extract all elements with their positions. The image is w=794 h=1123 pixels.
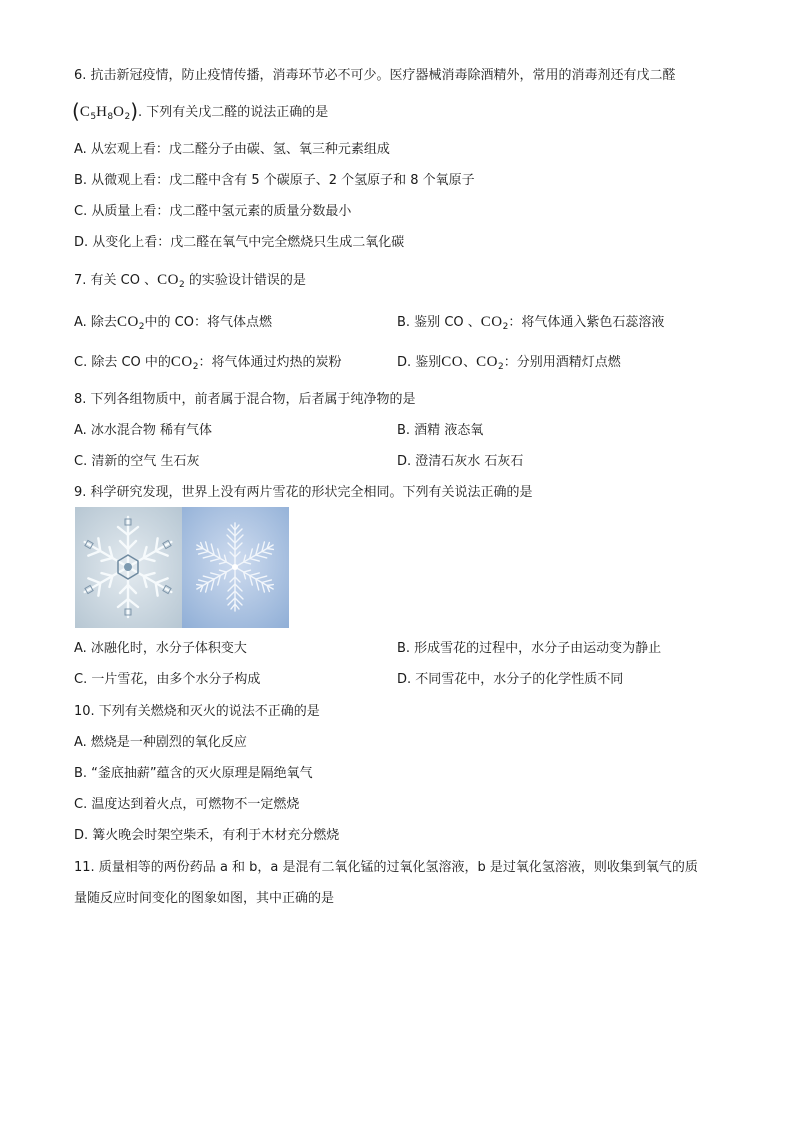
- q8-option-c: C. 清新的空气 生石灰: [74, 454, 200, 469]
- q7-d-co: CO: [441, 354, 464, 370]
- q7-stem-co2-sub: 2: [178, 280, 185, 290]
- formula-c: C: [79, 104, 91, 120]
- q11-stem-line1: 11. 质量相等的两份药品 a 和 b，a 是混有二氧化锰的过氧化氢溶液，b 是过氧化氢溶液，则收集到氧气的质: [74, 860, 698, 875]
- q6-stem-line2-tail: . 下列有关戊二醛的说法正确的是: [138, 105, 329, 120]
- q9-stem: 9. 科学研究发现，世界上没有两片雪花的形状完全相同。下列有关说法正确的是: [74, 485, 533, 500]
- q7-d-post: ：分别用酒精灯点燃: [503, 355, 621, 370]
- q7-stem: [74, 272, 306, 293]
- q7-a-pre: A. 除去: [74, 315, 117, 330]
- q10-option-c: C. 温度达到着火点，可燃物不一定燃烧: [74, 797, 300, 812]
- q7-stem-post: 的实验设计错误的是: [184, 273, 306, 288]
- q8-option-d: D. 澄清石灰水 石灰石: [397, 454, 524, 469]
- snowflake-photo-right: [182, 507, 289, 628]
- q7-option-c: [74, 354, 342, 375]
- q9-option-a: A. 冰融化时，水分子体积变大: [74, 641, 247, 656]
- formula-h: H: [96, 104, 108, 120]
- q7-c-pre: C. 除去 CO 中的: [74, 355, 171, 370]
- q7-stem-pre: 7. 有关 CO 、: [74, 273, 158, 288]
- q8-stem: 8. 下列各组物质中，前者属于混合物，后者属于纯净物的是: [74, 392, 416, 407]
- q8-option-a: A. 冰水混合物 稀有气体: [74, 423, 213, 438]
- q7-d-pre: D. 鉴别: [397, 355, 442, 370]
- q9-option-b: B. 形成雪花的过程中，水分子由运动变为静止: [397, 641, 662, 656]
- q7-b-co2: CO: [480, 314, 503, 330]
- q10-option-a: A. 燃烧是一种剧烈的氧化反应: [74, 735, 247, 750]
- q10-option-d: D. 篝火晚会时架空柴禾，有利于木材充分燃烧: [74, 828, 340, 843]
- q7-d-sep: 、: [463, 355, 477, 370]
- q7-c-post: ：将气体通过灼热的炭粉: [198, 355, 342, 370]
- q7-b-post: ：将气体通入紫色石蕊溶液: [508, 315, 665, 330]
- q7-a-post: 中的 CO：将气体点燃: [144, 315, 272, 330]
- q10-option-b: B. “釜底抽薪”蕴含的灭火原理是隔绝氧气: [74, 766, 313, 781]
- q11-stem-line2: 量随反应时间变化的图象如图，其中正确的是: [74, 891, 335, 906]
- q7-option-b: [397, 314, 664, 335]
- q6-option-b: B. 从微观上看：戊二醛中含有 5 个碳原子、2 个氢原子和 8 个氧原子: [74, 173, 475, 188]
- q10-stem: 10. 下列有关燃烧和灭火的说法不正确的是: [74, 704, 320, 719]
- q9-option-c: C. 一片雪花，由多个水分子构成: [74, 672, 261, 687]
- q6-stem-line2: [72, 99, 329, 125]
- q7-option-d: [397, 354, 621, 375]
- q8-option-b: B. 酒精 液态氧: [397, 423, 484, 438]
- q7-c-co2: CO: [170, 354, 193, 370]
- q9-option-d: D. 不同雪花中，水分子的化学性质不同: [397, 672, 624, 687]
- q6-stem-line1: 6. 抗击新冠疫情，防止疫情传播，消毒环节必不可少。医疗器械消毒除酒精外，常用的消毒剂还有戊二醛: [74, 68, 676, 83]
- formula-open-paren: (: [72, 99, 80, 123]
- formula-close-paren: ): [130, 99, 139, 123]
- formula-c-subscript: 5: [90, 112, 97, 122]
- q6-option-c: C. 从质量上看：戊二醛中氢元素的质量分数最小: [74, 204, 352, 219]
- formula-o: O: [113, 104, 125, 120]
- q7-b-pre: B. 鉴别 CO 、: [397, 315, 481, 330]
- q7-d-co2-sub: 2: [497, 362, 504, 372]
- q7-stem-co2: CO: [157, 272, 179, 288]
- formula-o-subscript: 2: [124, 112, 131, 122]
- q7-a-co2-sub: 2: [138, 322, 145, 332]
- q7-b-co2-sub: 2: [502, 322, 509, 332]
- q7-option-a: [74, 314, 272, 335]
- q6-option-a: A. 从宏观上看：戊二醛分子由碳、氢、氧三种元素组成: [74, 142, 390, 157]
- snowflake-photo-left: [75, 507, 182, 628]
- q7-c-co2-sub: 2: [192, 362, 199, 372]
- q7-a-co2: CO: [116, 314, 139, 330]
- q7-d-co2: CO: [476, 354, 498, 370]
- q6-option-d: D. 从变化上看：戊二醛在氧气中完全燃烧只生成二氧化碳: [74, 235, 405, 250]
- formula-h-subscript: 8: [107, 112, 114, 122]
